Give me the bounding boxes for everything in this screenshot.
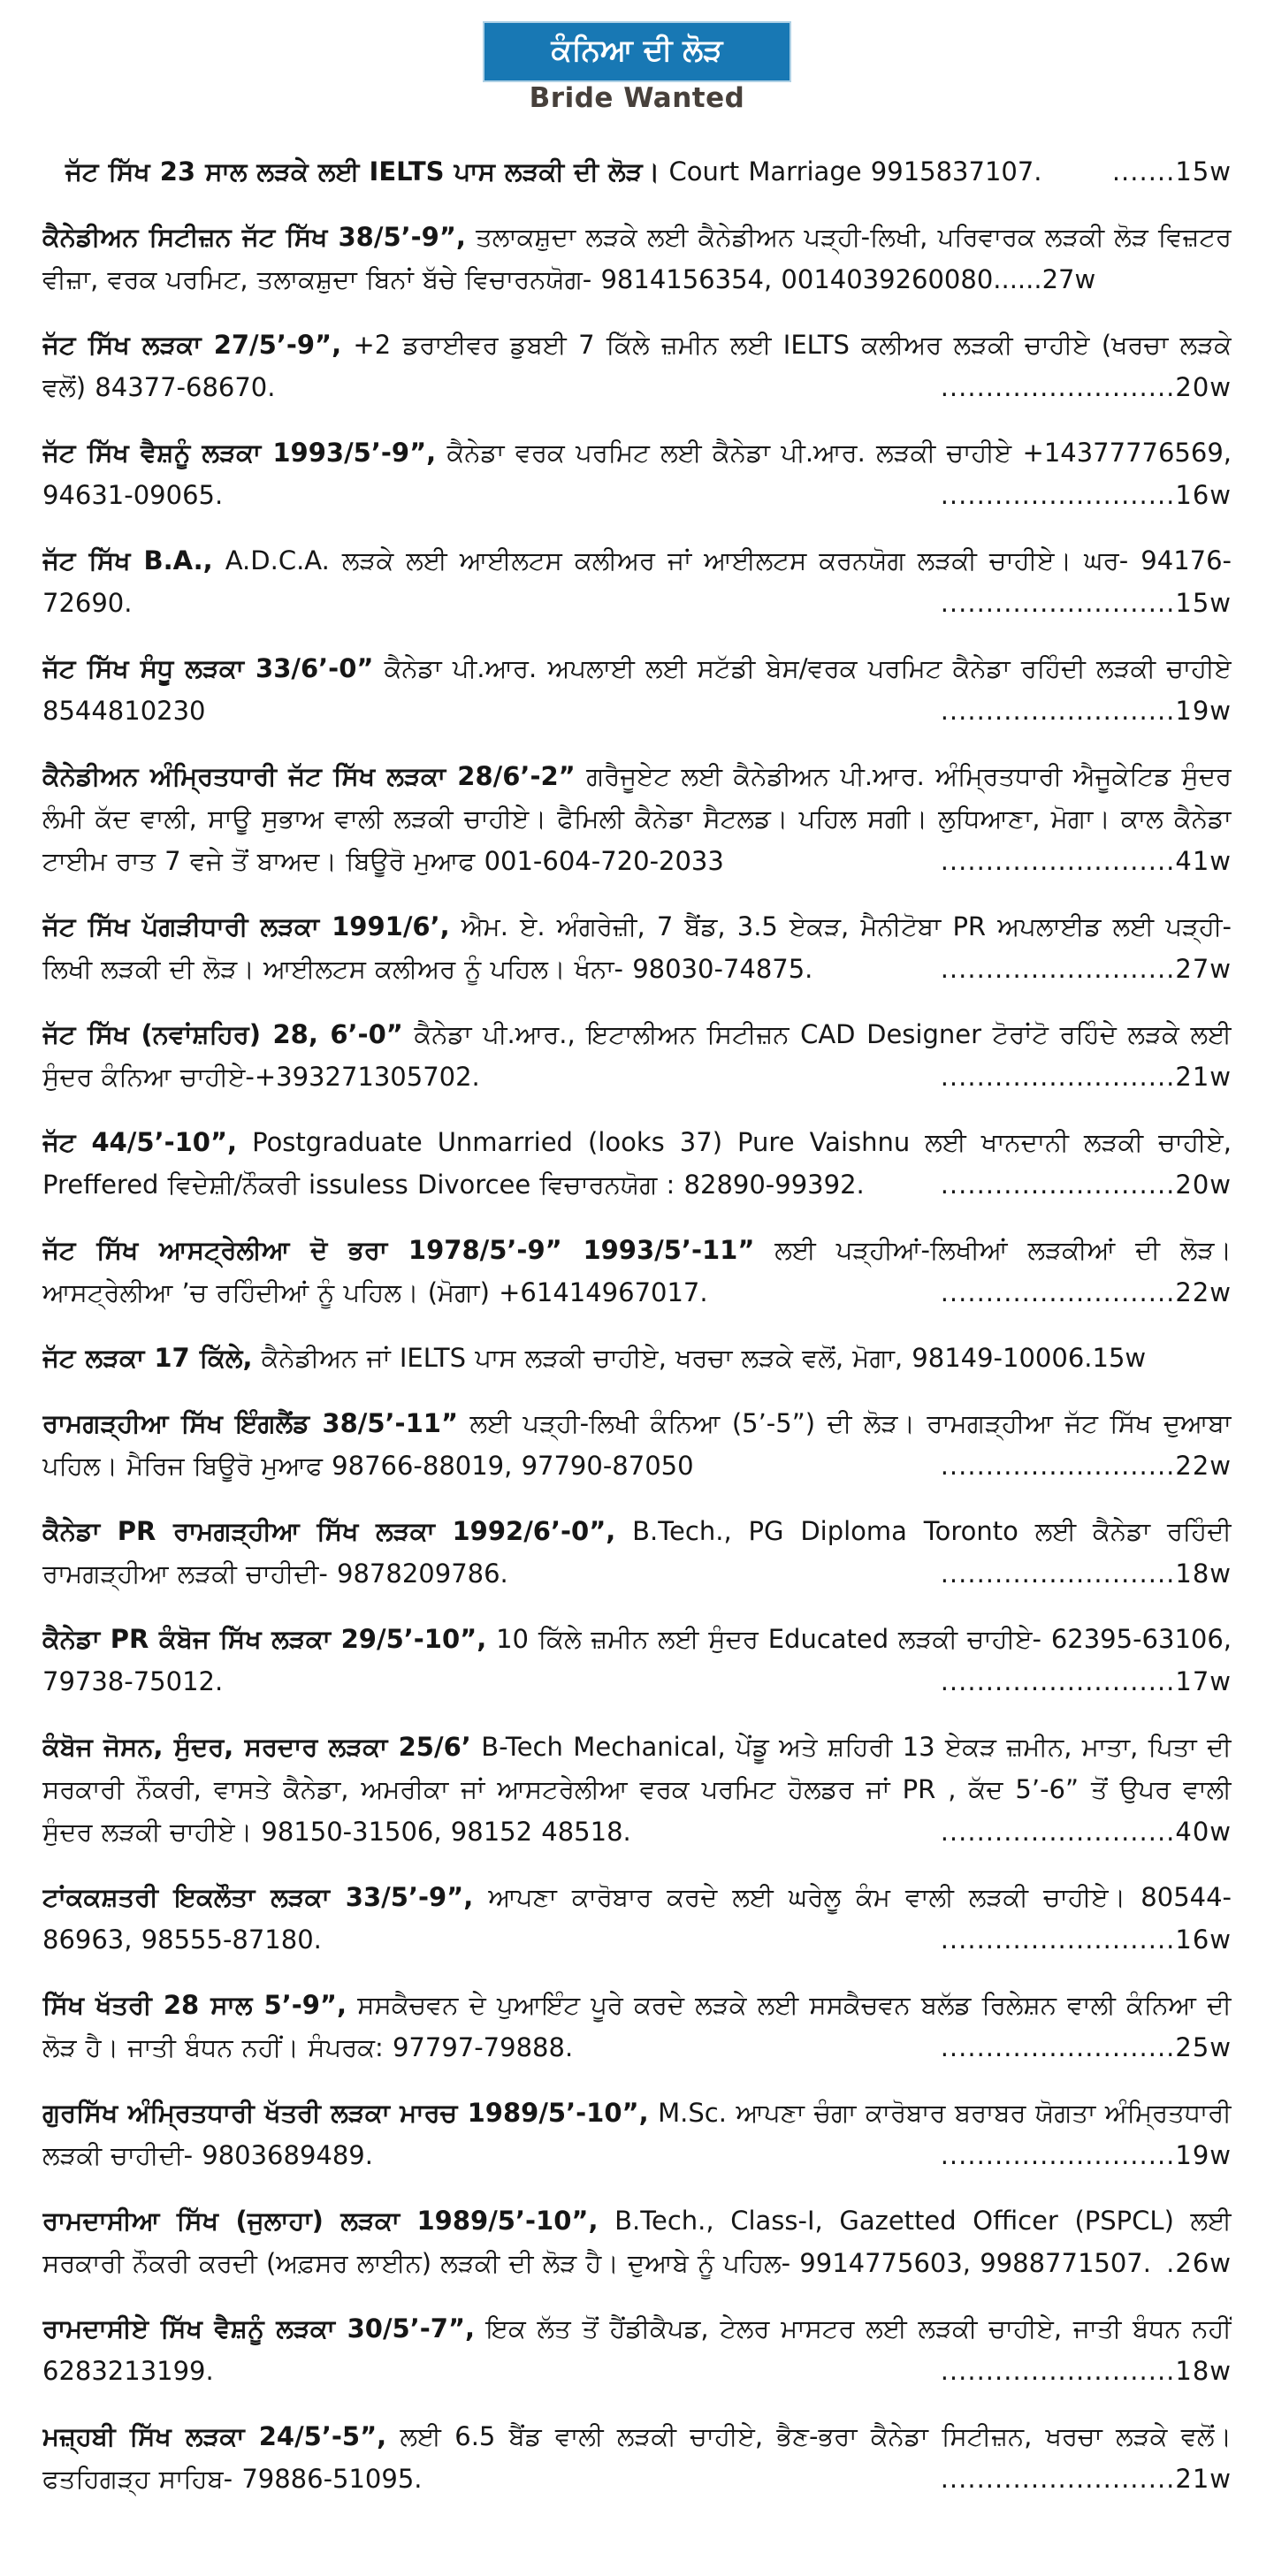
classified-ad: [42, 539, 1232, 624]
ad-body-text: ਕੈਨੇਡੀਅਨ ਜਾਂ IELTS ਪਾਸ ਲੜਕੀ ਚਾਹੀਏ, ਖਰਚਾ ਲੜਕੇ ਵਲੋਂ, ਮੋਗਾ, 98149-10006.15w: [261, 1342, 1147, 1373]
ad-lead-text: ਜੱਟ ਸਿੱਖ ਵੈਸ਼ਨੂੰ ਲੜਕਾ 1993/5’-9”,: [42, 437, 437, 468]
classified-ad: [42, 324, 1232, 408]
ad-lead-text: ਜੱਟ ਸਿੱਖ (ਨਵਾਂਸ਼ਹਿਰ) 28, 6’-0”: [42, 1018, 403, 1049]
classifieds-column: [42, 150, 1232, 2500]
ad-lead-text: ਕੰਬੋਜ ਜੋਸਨ, ਸੁੰਦਰ, ਸਰਦਾਰ ਲੜਕਾ 25/6’: [42, 1731, 471, 1762]
ad-body-text: A.D.C.A. ਲੜਕੇ ਲਈ ਆਈਲਟਸ ਕਲੀਅਰ ਜਾਂ ਆਈਲਟਸ ਕਰਨਯੋਗ ਲੜਕੀ ਚਾਹੀਏ। ਘਰ- 94176-72690.: [42, 545, 1232, 618]
ad-lead-text: ਕੈਨੇਡਾ PR ਰਾਮਗੜ੍ਹੀਆ ਸਿੱਖ ਲੜਕਾ 1992/6’-0”,: [42, 1515, 616, 1546]
classified-ad: [42, 647, 1232, 732]
ad-body-text: ਕੈਨੇਡਾ ਪੀ.ਆਰ., ਇਟਾਲੀਅਨ ਸਿਟੀਜ਼ਨ CAD Designer ਟੋਰਾਂਟੋ ਰਹਿੰਦੇ ਲੜਕੇ ਲਈ ਸੁੰਦਰ ਕੰਨਿਆ ਚਾਹੀਏ-+393271305702.: [42, 1018, 1232, 1092]
classified-ad: [42, 905, 1232, 990]
ad-word-count: ..........................21w: [940, 1061, 1232, 1092]
ad-lead-text: ਜੱਟ ਸਿੱਖ ਲੜਕਾ 27/5’-9”,: [42, 329, 342, 360]
ad-lead-text: ਜੱਟ ਲੜਕਾ 17 ਕਿੱਲੇ,: [42, 1342, 253, 1373]
ad-lead-text: ਜੱਟ 44/5’-10”,: [42, 1126, 238, 1157]
ad-body-text: B-Tech Mechanical, ਪੇਂਡੂ ਅਤੇ ਸ਼ਹਿਰੀ 13 ਏਕੜ ਜ਼ਮੀਨ, ਮਾਤਾ, ਪਿਤਾ ਦੀ ਸਰਕਾਰੀ ਨੌਕਰੀ, ਵਾਸਤੇ ਕੈਨੇਡਾ, ਅਮਰੀਕਾ ਜਾਂ ਆਸਟਰੇਲੀਆ ਵਰਕ ਪਰਮਿਟ ਹੋਲਡਰ ਜਾਂ PR , ਕੱਦ 5’-6” ਤੋਂ ਉਪਰ ਵਾਲੀ ਸੁੰਦਰ ਲੜਕੀ ਚਾਹੀਏ। 98150-31506, 98152 48518.: [42, 1731, 1232, 1847]
ad-word-count: ..........................20w: [940, 1169, 1232, 1200]
ad-word-count: ..........................16w: [940, 479, 1232, 510]
classified-ad: [42, 1876, 1232, 1961]
ad-lead-text: ਰਾਮਗੜ੍ਹੀਆ ਸਿੱਖ ਇੰਗਲੈਂਡ 38/5’-11”: [42, 1407, 459, 1438]
classified-ad: [42, 1726, 1232, 1853]
classified-ad: [42, 2307, 1232, 2392]
classified-ad: [42, 1402, 1232, 1487]
ad-lead-text: ਕੈਨੇਡਾ PR ਕੰਬੋਜ ਸਿੱਖ ਲੜਕਾ 29/5’-10”,: [42, 1623, 487, 1654]
ad-body-text: ਲਈ ਪੜ੍ਹੀ-ਲਿਖੀ ਕੰਨਿਆ (5’-5”) ਦੀ ਲੋੜ। ਰਾਮਗੜ੍ਹੀਆ ਜੱਟ ਸਿੱਖ ਦੁਆਬਾ ਪਹਿਲ। ਮੈਰਿਜ ਬਿਊਰੋ ਮੁਆਫ 98766-88019, 97790-87050: [42, 1407, 1232, 1481]
classified-ad: [42, 755, 1232, 882]
classified-ad: [42, 2092, 1232, 2176]
ad-word-count: ..........................21w: [940, 2463, 1232, 2494]
ad-lead-text: ਕੈਨੇਡੀਅਨ ਅੰਮ੍ਰਿਤਧਾਰੀ ਜੱਟ ਸਿੱਖ ਲੜਕਾ 28/6’-2”: [42, 760, 576, 791]
ad-body-text: Postgraduate Unmarried (looks 37) Pure Vaishnu ਲਈ ਖਾਨਦਾਨੀ ਲੜਕੀ ਚਾਹੀਏ, Preffered ਵਿਦੇਸ਼ੀ/ਨੌਕਰੀ issuless Divorcee ਵਿਚਾਰਨਯੋਗ : 82890-99392.: [42, 1126, 1232, 1200]
section-title-punjabi: ਕੰਨਿਆ ਦੀ ਲੋੜ: [551, 33, 723, 68]
ad-word-count: ..........................16w: [940, 1924, 1232, 1955]
ad-lead-text: ਜੱਟ ਸਿੱਖ ਸੰਧੂ ਲੜਕਾ 33/6’-0”: [42, 652, 374, 683]
ad-body-text: ਐਮ. ਏ. ਅੰਗਰੇਜ਼ੀ, 7 ਬੈਂਡ, 3.5 ਏਕੜ, ਮੈਨੀਟੋਬਾ PR ਅਪਲਾਈਡ ਲਈ ਪੜ੍ਹੀ-ਲਿਖੀ ਲੜਕੀ ਦੀ ਲੋੜ। ਆਈਲਟਸ ਕਲੀਅਰ ਨੂੰ ਪਹਿਲ। ਖੰਨਾ- 98030-74875.: [42, 911, 1232, 984]
ad-word-count: ..........................19w: [940, 2139, 1232, 2170]
ad-word-count: ..........................25w: [940, 2031, 1232, 2062]
classified-ad: [42, 216, 1232, 301]
ad-word-count: ..........................15w: [940, 587, 1232, 618]
classified-ad: [42, 1510, 1232, 1595]
classified-ad: [42, 1337, 1232, 1379]
ad-body-text: ਲਈ ਪੜ੍ਹੀਆਂ-ਲਿਖੀਆਂ ਲੜਕੀਆਂ ਦੀ ਲੋੜ। ਆਸਟ੍ਰੇਲੀਆ ’ਚ ਰਹਿੰਦੀਆਂ ਨੂੰ ਪਹਿਲ। (ਮੋਗਾ) +61414967017.: [42, 1234, 1232, 1307]
ad-body-text: +2 ਡਰਾਈਵਰ ਡੁਬਈ 7 ਕਿੱਲੇ ਜ਼ਮੀਨ ਲਈ IELTS ਕਲੀਅਰ ਲੜਕੀ ਚਾਹੀਏ (ਖਰਚਾ ਲੜਕੇ ਵਲੋਂ) 84377-68670.: [42, 329, 1232, 402]
ad-word-count: .......15w: [1111, 156, 1232, 187]
ad-body-text: ਕੈਨੇਡਾ ਵਰਕ ਪਰਮਿਟ ਲਈ ਕੈਨੇਡਾ ਪੀ.ਆਰ. ਲੜਕੀ ਚਾਹੀਏ +14377776569, 94631-09065.: [42, 437, 1232, 510]
ad-lead-text: ਸਿੱਖ ਖੱਤਰੀ 28 ਸਾਲ 5’-9”,: [42, 1989, 347, 2020]
ad-word-count: ..........................17w: [940, 1665, 1232, 1696]
section-title-english: Bride Wanted: [529, 82, 745, 115]
ad-word-count: ..........................22w: [940, 1277, 1232, 1307]
classified-ad: [42, 2415, 1232, 2500]
ad-word-count: ..........................41w: [940, 845, 1232, 876]
ad-lead-text: ਰਾਮਦਾਸੀਏ ਸਿੱਖ ਵੈਸ਼ਨੂੰ ਲੜਕਾ 30/5’-7”,: [42, 2313, 476, 2344]
ad-body-text: 10 ਕਿੱਲੇ ਜ਼ਮੀਨ ਲਈ ਸੁੰਦਰ Educated ਲੜਕੀ ਚਾਹੀਏ- 62395-63106, 79738-75012.: [42, 1623, 1232, 1696]
classified-ad: [42, 1984, 1232, 2069]
ad-body-text: ਗਰੈਜੂਏਟ ਲਈ ਕੈਨੇਡੀਅਨ ਪੀ.ਆਰ. ਅੰਮ੍ਰਿਤਧਾਰੀ ਐਜੂਕੇਟਿਡ ਸੁੰਦਰ ਲੰਮੀ ਕੱਦ ਵਾਲੀ, ਸਾਊ ਸੁਭਾਅ ਵਾਲੀ ਲੜਕੀ ਚਾਹੀਏ। ਫੈਮਿਲੀ ਕੈਨੇਡਾ ਸੈਟਲਡ। ਪਹਿਲ ਸਗੀ। ਲੁਧਿਆਣਾ, ਮੋਗਾ। ਕਾਲ ਕੈਨੇਡਾ ਟਾਈਮ ਰਾਤ 7 ਵਜੇ ਤੋਂ ਬਾਅਦ। ਬਿਊਰੋ ਮੁਆਫ 001-604-720-2033: [42, 760, 1232, 876]
ad-word-count: ..........................18w: [940, 2355, 1232, 2386]
classified-ad: [42, 1013, 1232, 1098]
ad-lead-text: ਜੱਟ ਸਿੱਖ B.A.,: [42, 545, 213, 575]
ad-word-count: ..........................20w: [940, 371, 1232, 402]
ad-body-text: M.Sc. ਆਪਣਾ ਚੰਗਾ ਕਾਰੋਬਾਰ ਬਰਾਬਰ ਯੋਗਤਾ ਅੰਮ੍ਰਿਤਧਾਰੀ ਲੜਕੀ ਚਾਹੀਦੀ- 9803689489.: [42, 2097, 1232, 2170]
ad-lead-text: ਜੱਟ ਸਿੱਖ 23 ਸਾਲ ਲੜਕੇ ਲਈ IELTS ਪਾਸ ਲੜਕੀ ਦੀ ਲੋੜ।: [65, 156, 660, 187]
ad-lead-text: ਕੈਨੇਡੀਅਨ ਸਿਟੀਜ਼ਨ ਜੱਟ ਸਿੱਖ 38/5’-9”,: [42, 221, 466, 252]
ad-lead-text: ਜੱਟ ਸਿੱਖ ਆਸਟ੍ਰੇਲੀਆ ਦੋ ਭਰਾ 1978/5’-9” 1993/5’-11”: [42, 1234, 755, 1265]
ad-body-text: ਲਈ 6.5 ਬੈਂਡ ਵਾਲੀ ਲੜਕੀ ਚਾਹੀਏ, ਭੈਣ-ਭਰਾ ਕੈਨੇਡਾ ਸਿਟੀਜ਼ਨ, ਖਰਚਾ ਲੜਕੇ ਵਲੋਂ। ਫਤਹਿਗੜ੍ਹ ਸਾਹਿਬ- 79886-51095.: [42, 2420, 1232, 2494]
ad-lead-text: ਜੱਟ ਸਿੱਖ ਪੱਗੜੀਧਾਰੀ ਲੜਕਾ 1991/6’,: [42, 911, 450, 941]
classified-ad: [42, 1618, 1232, 1703]
ad-word-count: ..........................40w: [940, 1816, 1232, 1847]
ad-body-text: ਸਸਕੈਚਵਨ ਦੇ ਪੁਆਇੰਟ ਪੂਰੇ ਕਰਦੇ ਲੜਕੇ ਲਈ ਸਸਕੈਚਵਨ ਬਲੱਡ ਰਿਲੇਸ਼ਨ ਵਾਲੀ ਕੰਨਿਆ ਦੀ ਲੋੜ ਹੈ। ਜਾਤੀ ਬੰਧਨ ਨਹੀਂ। ਸੰਪਰਕ: 97797-79888.: [42, 1989, 1232, 2062]
ad-word-count: .26w: [1166, 2247, 1232, 2278]
ad-body-text: ਆਪਣਾ ਕਾਰੋਬਾਰ ਕਰਦੇ ਲਈ ਘਰੇਲੂ ਕੰਮ ਵਾਲੀ ਲੜਕੀ ਚਾਹੀਏ। 80544-86963, 98555-87180.: [42, 1881, 1232, 1955]
section-title-banner: [484, 23, 790, 80]
ad-word-count: ..........................22w: [940, 1450, 1232, 1481]
ad-lead-text: ਗੁਰਸਿੱਖ ਅੰਮ੍ਰਿਤਧਾਰੀ ਖੱਤਰੀ ਲੜਕਾ ਮਾਰਚ 1989/5’-10”,: [42, 2097, 649, 2128]
ad-word-count: ..........................18w: [940, 1558, 1232, 1589]
ad-body-text: B.Tech., PG Diploma Toronto ਲਈ ਕੈਨੇਡਾ ਰਹਿੰਦੀ ਰਾਮਗੜ੍ਹੀਆ ਲੜਕੀ ਚਾਹੀਦੀ- 9878209786.: [42, 1515, 1232, 1589]
section-masthead: [42, 23, 1232, 115]
ad-lead-text: ਟਾਂਕਕਸ਼ਤਰੀ ਇਕਲੌਤਾ ਲੜਕਾ 33/5’-9”,: [42, 1881, 474, 1912]
classified-ad: [42, 431, 1232, 516]
classified-ad: [42, 2199, 1232, 2284]
ad-lead-text: ਮਜ਼੍ਹਬੀ ਸਿੱਖ ਲੜਕਾ 24/5’-5”,: [42, 2420, 387, 2451]
ad-lead-text: ਰਾਮਦਾਸੀਆ ਸਿੱਖ (ਜੁਲਾਹਾ) ਲੜਕਾ 1989/5’-10”,: [42, 2205, 599, 2236]
ad-body-text: B.Tech., Class-I, Gazetted Officer (PSPCL) ਲਈ ਸਰਕਾਰੀ ਨੌਕਰੀ ਕਰਦੀ (ਅਫ਼ਸਰ ਲਾਈਨ) ਲੜਕੀ ਦੀ ਲੋੜ ਹੈ। ਦੁਆਬੇ ਨੂੰ ਪਹਿਲ- 9914775603, 9988771507.: [42, 2205, 1232, 2278]
ad-body-text: ਕੈਨੇਡਾ ਪੀ.ਆਰ. ਅਪਲਾਈ ਲਈ ਸਟੱਡੀ ਬੇਸ/ਵਰਕ ਪਰਮਿਟ ਕੈਨੇਡਾ ਰਹਿੰਦੀ ਲੜਕੀ ਚਾਹੀਏ 8544810230: [42, 652, 1232, 726]
ad-word-count: ..........................19w: [940, 695, 1232, 726]
classified-ad: [42, 1229, 1232, 1314]
classified-ad: [42, 1121, 1232, 1206]
ad-body-text: ਇਕ ਲੱਤ ਤੋਂ ਹੈਂਡੀਕੈਪਡ, ਟੇਲਰ ਮਾਸਟਰ ਲਈ ਲੜਕੀ ਚਾਹੀਏ, ਜਾਤੀ ਬੰਧਨ ਨਹੀਂ 6283213199.: [42, 2313, 1232, 2386]
ad-body-text: ਤਲਾਕਸ਼ੁਦਾ ਲੜਕੇ ਲਈ ਕੈਨੇਡੀਅਨ ਪੜ੍ਹੀ-ਲਿਖੀ, ਪਰਿਵਾਰਕ ਲੜਕੀ ਲੋੜ ਵਿਜ਼ਟਰ ਵੀਜ਼ਾ, ਵਰਕ ਪਰਮਿਟ, ਤਲਾਕਸ਼ੁਦਾ ਬਿਨਾਂ ਬੱਚੇ ਵਿਚਾਰਨਯੋਗ- 9814156354, 0014039260080......27w: [42, 221, 1232, 294]
ad-body-text: Court Marriage 9915837107.: [668, 156, 1042, 187]
classified-ad: [42, 150, 1232, 193]
ad-word-count: ..........................27w: [940, 953, 1232, 984]
